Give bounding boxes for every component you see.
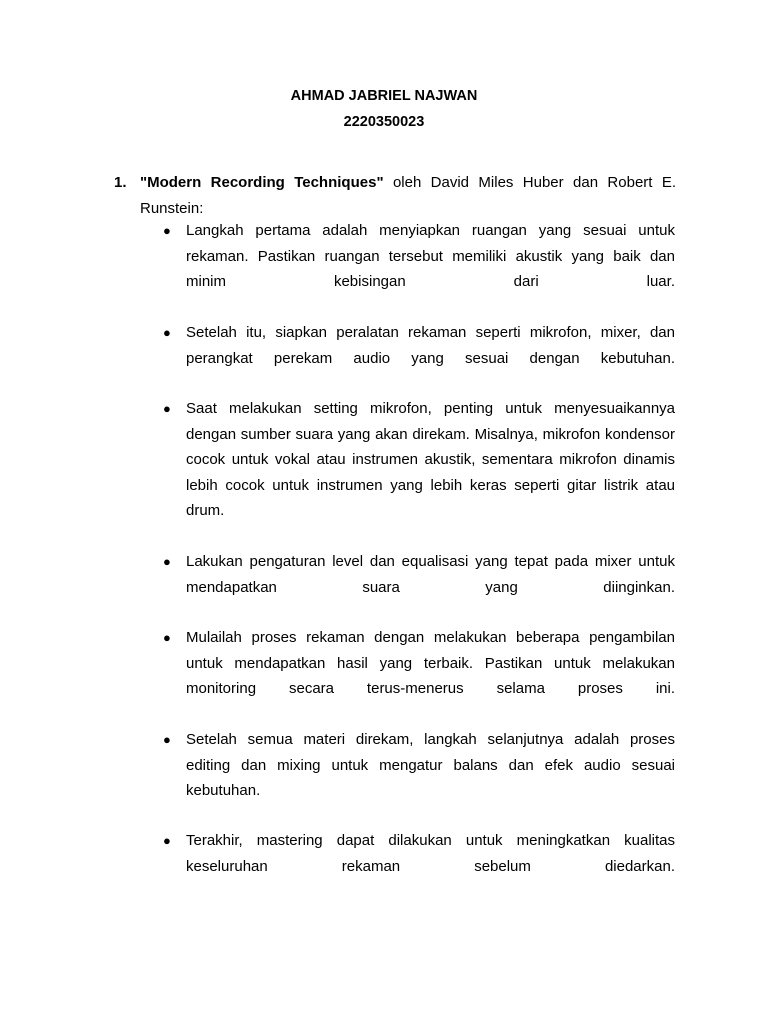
list-item: [163, 218, 675, 295]
bullet-icon: ●: [163, 554, 171, 569]
list-item: [163, 625, 675, 702]
list-item: [163, 549, 675, 600]
bullet-icon: ●: [163, 732, 171, 747]
bullet-icon: ●: [163, 630, 171, 645]
book-title: "Modern Recording Techniques": [140, 174, 384, 191]
bullet-text: Setelah semua materi direkam, langkah selanjutnya adalah proses editing dan mixing untuk mengatur balans dan efek audio sesuai kebutuhan.: [186, 731, 675, 799]
bullet-icon: ●: [163, 325, 171, 340]
bullet-text: Lakukan pengaturan level dan equalisasi yang tepat pada mixer untuk mendapatkan suara yang diinginkan.: [186, 553, 675, 596]
bullet-icon: ●: [163, 833, 171, 848]
bullet-icon: ●: [163, 223, 171, 238]
bullet-text: Saat melakukan setting mikrofon, penting untuk menyesuaikannya dengan sumber suara yang akan direkam. Misalnya, mikrofon kondensor cocok untuk vokal atau instrumen akustik, sementara mikrofon dinamis lebih cocok untuk instrumen yang lebih keras seperti gitar listrik atau drum.: [186, 400, 675, 519]
bullet-text: Mulailah proses rekaman dengan melakukan beberapa pengambilan untuk mendapatkan hasil yang terbaik. Pastikan untuk melakukan monitoring secara terus-menerus selama proses ini.: [186, 629, 675, 697]
question-number: 1.: [114, 174, 127, 191]
bullet-text: Langkah pertama adalah menyiapkan ruangan yang sesuai untuk rekaman. Pastikan ruangan tersebut memiliki akustik yang baik dan minim kebisingan dari luar.: [186, 222, 675, 290]
bullet-text: Setelah itu, siapkan peralatan rekaman seperti mikrofon, mixer, dan perangkat perekam audio yang sesuai dengan kebutuhan.: [186, 324, 675, 367]
list-item: [163, 320, 675, 371]
bullet-icon: ●: [163, 401, 171, 416]
list-item: [163, 396, 675, 524]
bullet-text: Terakhir, mastering dapat dilakukan untuk meningkatkan kualitas keseluruhan rekaman sebelum diedarkan.: [186, 832, 675, 875]
list-item: [163, 727, 675, 804]
student-id: 2220350023: [343, 114, 425, 130]
list-item: [163, 828, 675, 879]
question-text: [140, 170, 676, 222]
author-name: AHMAD JABRIEL NAJWAN: [290, 88, 478, 104]
question-item: [114, 170, 676, 222]
book-authors: oleh David Miles Huber dan Robert E. Runstein:: [140, 174, 676, 217]
